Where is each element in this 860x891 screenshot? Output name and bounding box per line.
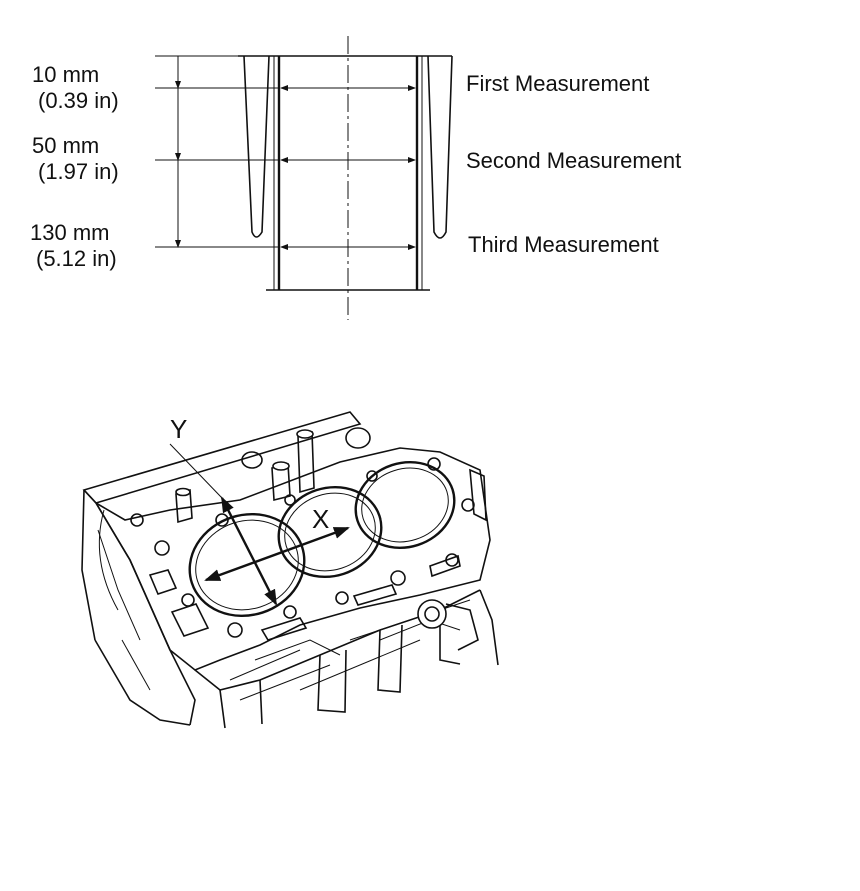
water-jacket-right (428, 56, 452, 238)
x-axis-arrow (206, 528, 348, 580)
depth-1-in: (0.39 in) (38, 88, 119, 113)
bore-cross-section (155, 36, 452, 320)
third-measurement-label: Third Measurement (468, 232, 659, 257)
depth-3-mm: 130 mm (30, 220, 110, 245)
first-measurement-label: First Measurement (466, 71, 650, 96)
water-jacket-left (244, 56, 269, 237)
front-bank-deck (96, 448, 490, 670)
y-axis-label: Y (170, 414, 188, 444)
x-axis-label: X (312, 504, 330, 534)
second-measurement-label: Second Measurement (466, 148, 682, 173)
cylinder-bore-3 (344, 450, 465, 561)
depth-2-mm: 50 mm (32, 133, 100, 158)
engine-block-illustration (82, 412, 498, 728)
depth-1-mm: 10 mm (32, 62, 100, 87)
depth-2-in: (1.97 in) (38, 159, 119, 184)
depth-3-in: (5.12 in) (36, 246, 117, 271)
